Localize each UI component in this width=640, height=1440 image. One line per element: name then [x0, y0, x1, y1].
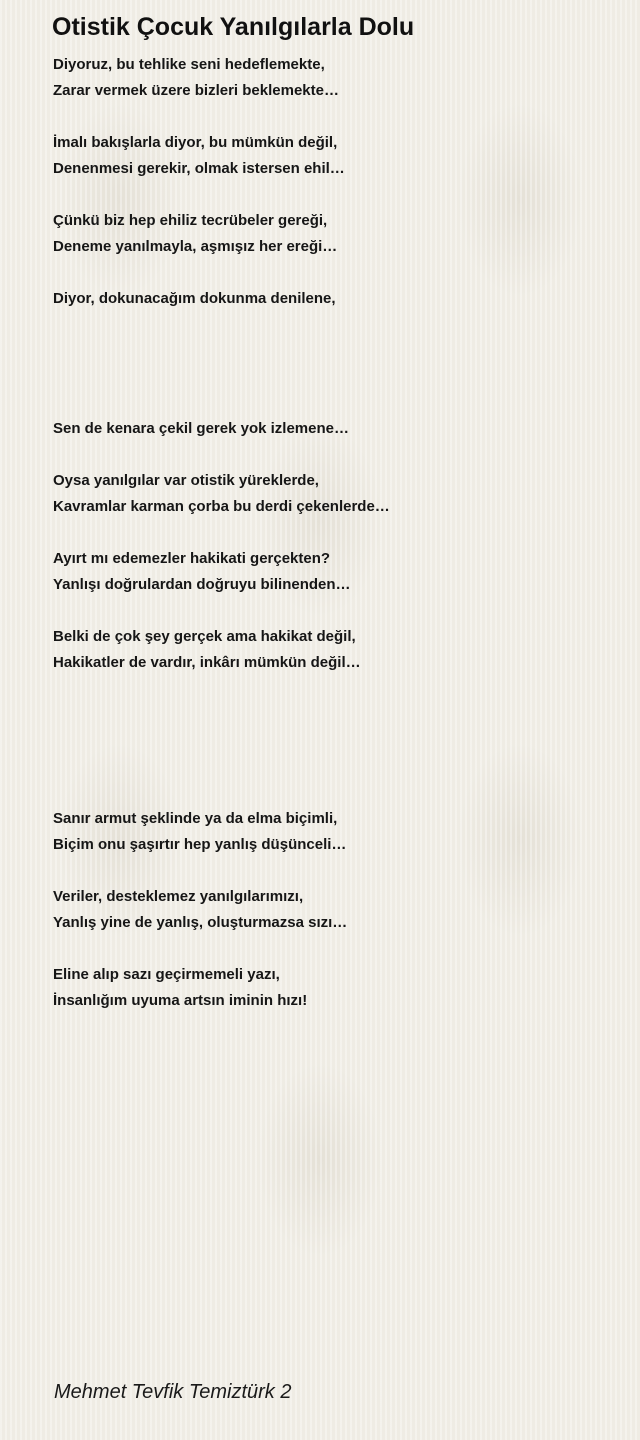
poem-blank-line: [53, 364, 613, 390]
poem-line: Sanır armut şeklinde ya da elma biçimli,: [53, 810, 338, 827]
poem-blank-line: [53, 858, 613, 884]
poem-author: Mehmet Tevfik Temiztürk 2: [54, 1381, 292, 1403]
poem-line: Ayırt mı edemezler hakikati gerçekten?: [53, 550, 331, 567]
poem-blank-line: [53, 754, 613, 780]
poem-line: Sen de kenara çekil gerek yok izlemene…: [53, 420, 349, 437]
poem-blank-line: [53, 182, 613, 208]
poem-blank-line: [53, 676, 613, 702]
poem-line: Diyoruz, bu tehlike seni hedeflemekte,: [53, 56, 325, 73]
poem-line: İmalı bakışlarla diyor, bu mümkün değil,: [53, 134, 338, 151]
poem-blank-line: [53, 728, 613, 754]
poem-blank-line: [53, 520, 613, 546]
poem-blank-line: [53, 598, 613, 624]
poem-line: Diyor, dokunacağım dokunma denilene,: [53, 290, 336, 307]
poem-title: Otistik Çocuk Yanılgılarla Dolu: [52, 13, 415, 41]
poem-line: Deneme yanılmayla, aşmışız her ereği…: [53, 238, 338, 255]
poem-line: Belki de çok şey gerçek ama hakikat değil,: [53, 628, 356, 645]
poem-line: Yanlışı doğrulardan doğruyu bilinenden…: [53, 576, 351, 593]
poem-blank-line: [53, 338, 613, 364]
poem-blank-line: [53, 312, 613, 338]
poem-body: [53, 52, 613, 1014]
poem-blank-line: [53, 936, 613, 962]
poem-line: Veriler, desteklemez yanılgılarımızı,: [53, 888, 304, 905]
poem-line: Eline alıp sazı geçirmemeli yazı,: [53, 966, 280, 983]
poem-line: Oysa yanılgılar var otistik yüreklerde,: [53, 472, 319, 489]
poem-blank-line: [53, 104, 613, 130]
poem-line: Biçim onu şaşırtır hep yanlış düşünceli…: [53, 836, 347, 853]
poem-blank-line: [53, 780, 613, 806]
poem-line: Zarar vermek üzere bizleri beklemekte…: [53, 82, 339, 99]
poem-blank-line: [53, 390, 613, 416]
poem-blank-line: [53, 442, 613, 468]
poem-line: İnsanlığım uyuma artsın iminin hızı!: [53, 992, 308, 1009]
poem-line: Denenmesi gerekir, olmak istersen ehil…: [53, 160, 345, 177]
poem-line: Yanlış yine de yanlış, oluşturmazsa sızı…: [53, 914, 348, 931]
poem-blank-line: [53, 260, 613, 286]
poem-blank-line: [53, 702, 613, 728]
poem-line: Çünkü biz hep ehiliz tecrübeler gereği,: [53, 212, 328, 229]
poem-line: Kavramlar karman çorba bu derdi çekenlerde…: [53, 498, 390, 515]
poem-line: Hakikatler de vardır, inkârı mümkün değil…: [53, 654, 361, 671]
